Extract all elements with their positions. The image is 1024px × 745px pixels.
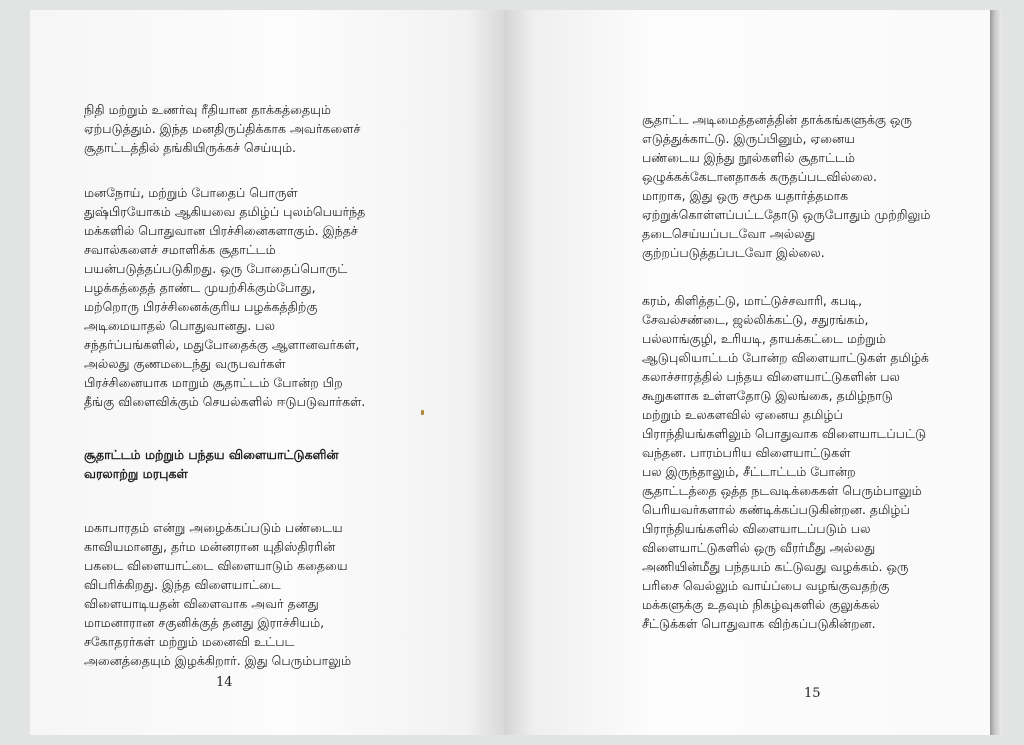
left-paragraph-3 [84, 518, 351, 670]
left-page [30, 10, 504, 735]
text-line: மகாபாரதம் என்று அழைக்கப்படும் பண்டைய [84, 520, 343, 535]
section-heading [84, 445, 339, 483]
text-line: சகோதரர்கள் மற்றும் மனைவி உட்பட [84, 634, 295, 649]
right-page [504, 10, 990, 735]
text-line: குற்றப்படுத்தப்படவோ இல்லை. [642, 245, 825, 260]
text-line: விளையாடியதன் விளைவாக அவர் தனது [84, 596, 319, 611]
text-line: தடைசெய்யப்படவோ அல்லது [642, 226, 816, 241]
text-line: பழக்கத்தைத் தாண்ட முயற்சிக்கும்போது, [84, 280, 316, 295]
text-line: அல்லது குணமடைந்து வருபவர்கள் [84, 356, 286, 371]
text-line: மனநோய், மற்றும் போதைப் பொருள் [84, 185, 298, 200]
text-line: அடிமையாதல் பொதுவானது. பல [84, 318, 275, 333]
text-line: பண்டைய இந்து நூல்களில் சூதாட்டம் [642, 150, 855, 165]
text-line: பல்லாங்குழி, உரியடி, தாயக்கட்டை மற்றும் [642, 331, 886, 346]
text-line: சூதாட்ட அடிமைத்தனத்தின் தாக்கங்களுக்கு ஒரு [642, 112, 912, 127]
text-line: நிதி மற்றும் உணர்வு ரீதியான தாக்கத்தையும் [84, 102, 331, 117]
ink-speck [421, 410, 424, 415]
left-paragraph-1 [84, 100, 360, 157]
text-line: காவியமானது, தர்ம மன்னரான யுதிஸ்திரரின் [84, 539, 336, 554]
text-line: பயன்படுத்தப்படுகிறது. ஒரு போதைப்பொருட் [84, 261, 348, 276]
book-edge [990, 10, 1002, 735]
text-line: விளையாட்டுகளில் ஒரு வீரர்மீது அல்லது [642, 540, 876, 555]
right-paragraph-2 [642, 291, 929, 633]
heading-line: வரலாற்று மரபுகள் [84, 466, 188, 481]
text-line: விபரிக்கிறது. இந்த விளையாட்டை [84, 577, 281, 592]
text-line: பகடை விளையாட்டை விளையாடும் கதையை [84, 558, 348, 573]
text-line: பிரச்சினையாக மாறும் சூதாட்டம் போன்ற பிற [84, 375, 343, 390]
text-line: ஏற்படுத்தும். இந்த மனதிருப்திக்காக அவர்களைச் [84, 121, 361, 136]
text-line: ஒழுக்கக்கேடானதாகக் கருதப்படவில்லை. [642, 169, 877, 184]
heading-line: சூதாட்டம் மற்றும் பந்தய விளையாட்டுகளின் [84, 447, 339, 462]
text-line: மாறாக, இது ஒரு சமூக யதார்த்தமாக [642, 188, 849, 203]
text-line: சந்தர்ப்பங்களில், மதுபோதைக்கு ஆளானவர்கள், [84, 337, 360, 352]
text-line: எடுத்துக்காட்டு. இருப்பினும், ஏனைய [642, 131, 855, 146]
text-line: வந்தன. பாரம்பரிய விளையாட்டுகள் [642, 445, 851, 460]
text-line: சேவல்சண்டை, ஜல்லிக்கட்டு, சதுரங்கம், [642, 312, 869, 327]
left-paragraph-2 [84, 183, 365, 411]
text-line: அனைத்தையும் இழக்கிறார். இது பெரும்பாலும் [84, 653, 352, 668]
page-number: 14 [216, 675, 233, 690]
text-line: துஷ்பிரயோகம் ஆகியவை தமிழ்ப் புலம்பெயர்ந்த [84, 204, 366, 219]
text-line: அணியின்மீது பந்தயம் கட்டுவது வழக்கம். ஒரு [642, 559, 909, 574]
text-line: மக்களில் பொதுவான பிரச்சினைகளாகும். இந்தச் [84, 223, 358, 238]
text-line: பரிசை வெல்லும் வாய்ப்பை வழங்குவதற்கு [642, 578, 890, 593]
text-line: பிராந்தியங்களிலும் பொதுவாக விளையாடப்பட்டு [642, 426, 927, 441]
text-line: பல இருந்தாலும், சீட்டாட்டம் போன்ற [642, 464, 856, 479]
text-line: சூதாட்டத்தை ஒத்த நடவடிக்கைகள் பெரும்பாலும் [642, 483, 922, 498]
book-spread [30, 10, 990, 735]
text-line: பிராந்தியங்களில் விளையாடப்படும் பல [642, 521, 871, 536]
text-line: சீட்டுக்கள் பொதுவாக விற்கப்படுகின்றன. [642, 616, 876, 631]
text-line: தீங்கு விளைவிக்கும் செயல்களில் ஈடுபடுவார்கள். [84, 394, 366, 409]
text-line: கலாச்சாரத்தில் பந்தய விளையாட்டுகளின் பல [642, 369, 900, 384]
text-line: சவால்களைச் சமாளிக்க சூதாட்டம் [84, 242, 276, 257]
text-line: கரம், கிளித்தட்டு, மாட்டுச்சவாரி, கபடி, [642, 293, 863, 308]
text-line: சூதாட்டத்தில் தங்கியிருக்கச் செய்யும். [84, 140, 297, 155]
right-paragraph-1 [642, 110, 930, 262]
text-line: மற்றொரு பிரச்சினைக்குரிய பழக்கத்திற்கு [84, 299, 318, 314]
text-line: மற்றும் உலகளவில் ஏனைய தமிழ்ப் [642, 407, 843, 422]
text-line: பெரியவர்களால் கண்டிக்கப்படுகின்றன. தமிழ்ப் [642, 502, 910, 517]
text-line: ஆடுபுலியாட்டம் போன்ற விளையாட்டுகள் தமிழ்க் [642, 350, 929, 365]
text-line: கூறுகளாக உள்ளதோடு இலங்கை, தமிழ்நாடு [642, 388, 893, 403]
page-number: 15 [804, 686, 821, 701]
text-line: மாமனாரான சகுனிக்குத் தனது இராச்சியம், [84, 615, 325, 630]
text-line: மக்களுக்கு உதவும் நிகழ்வுகளில் குலுக்கல் [642, 597, 880, 612]
text-line: ஏற்றுக்கொள்ளப்பட்டதோடு ஒருபோதும் முற்றிலும் [642, 207, 931, 222]
